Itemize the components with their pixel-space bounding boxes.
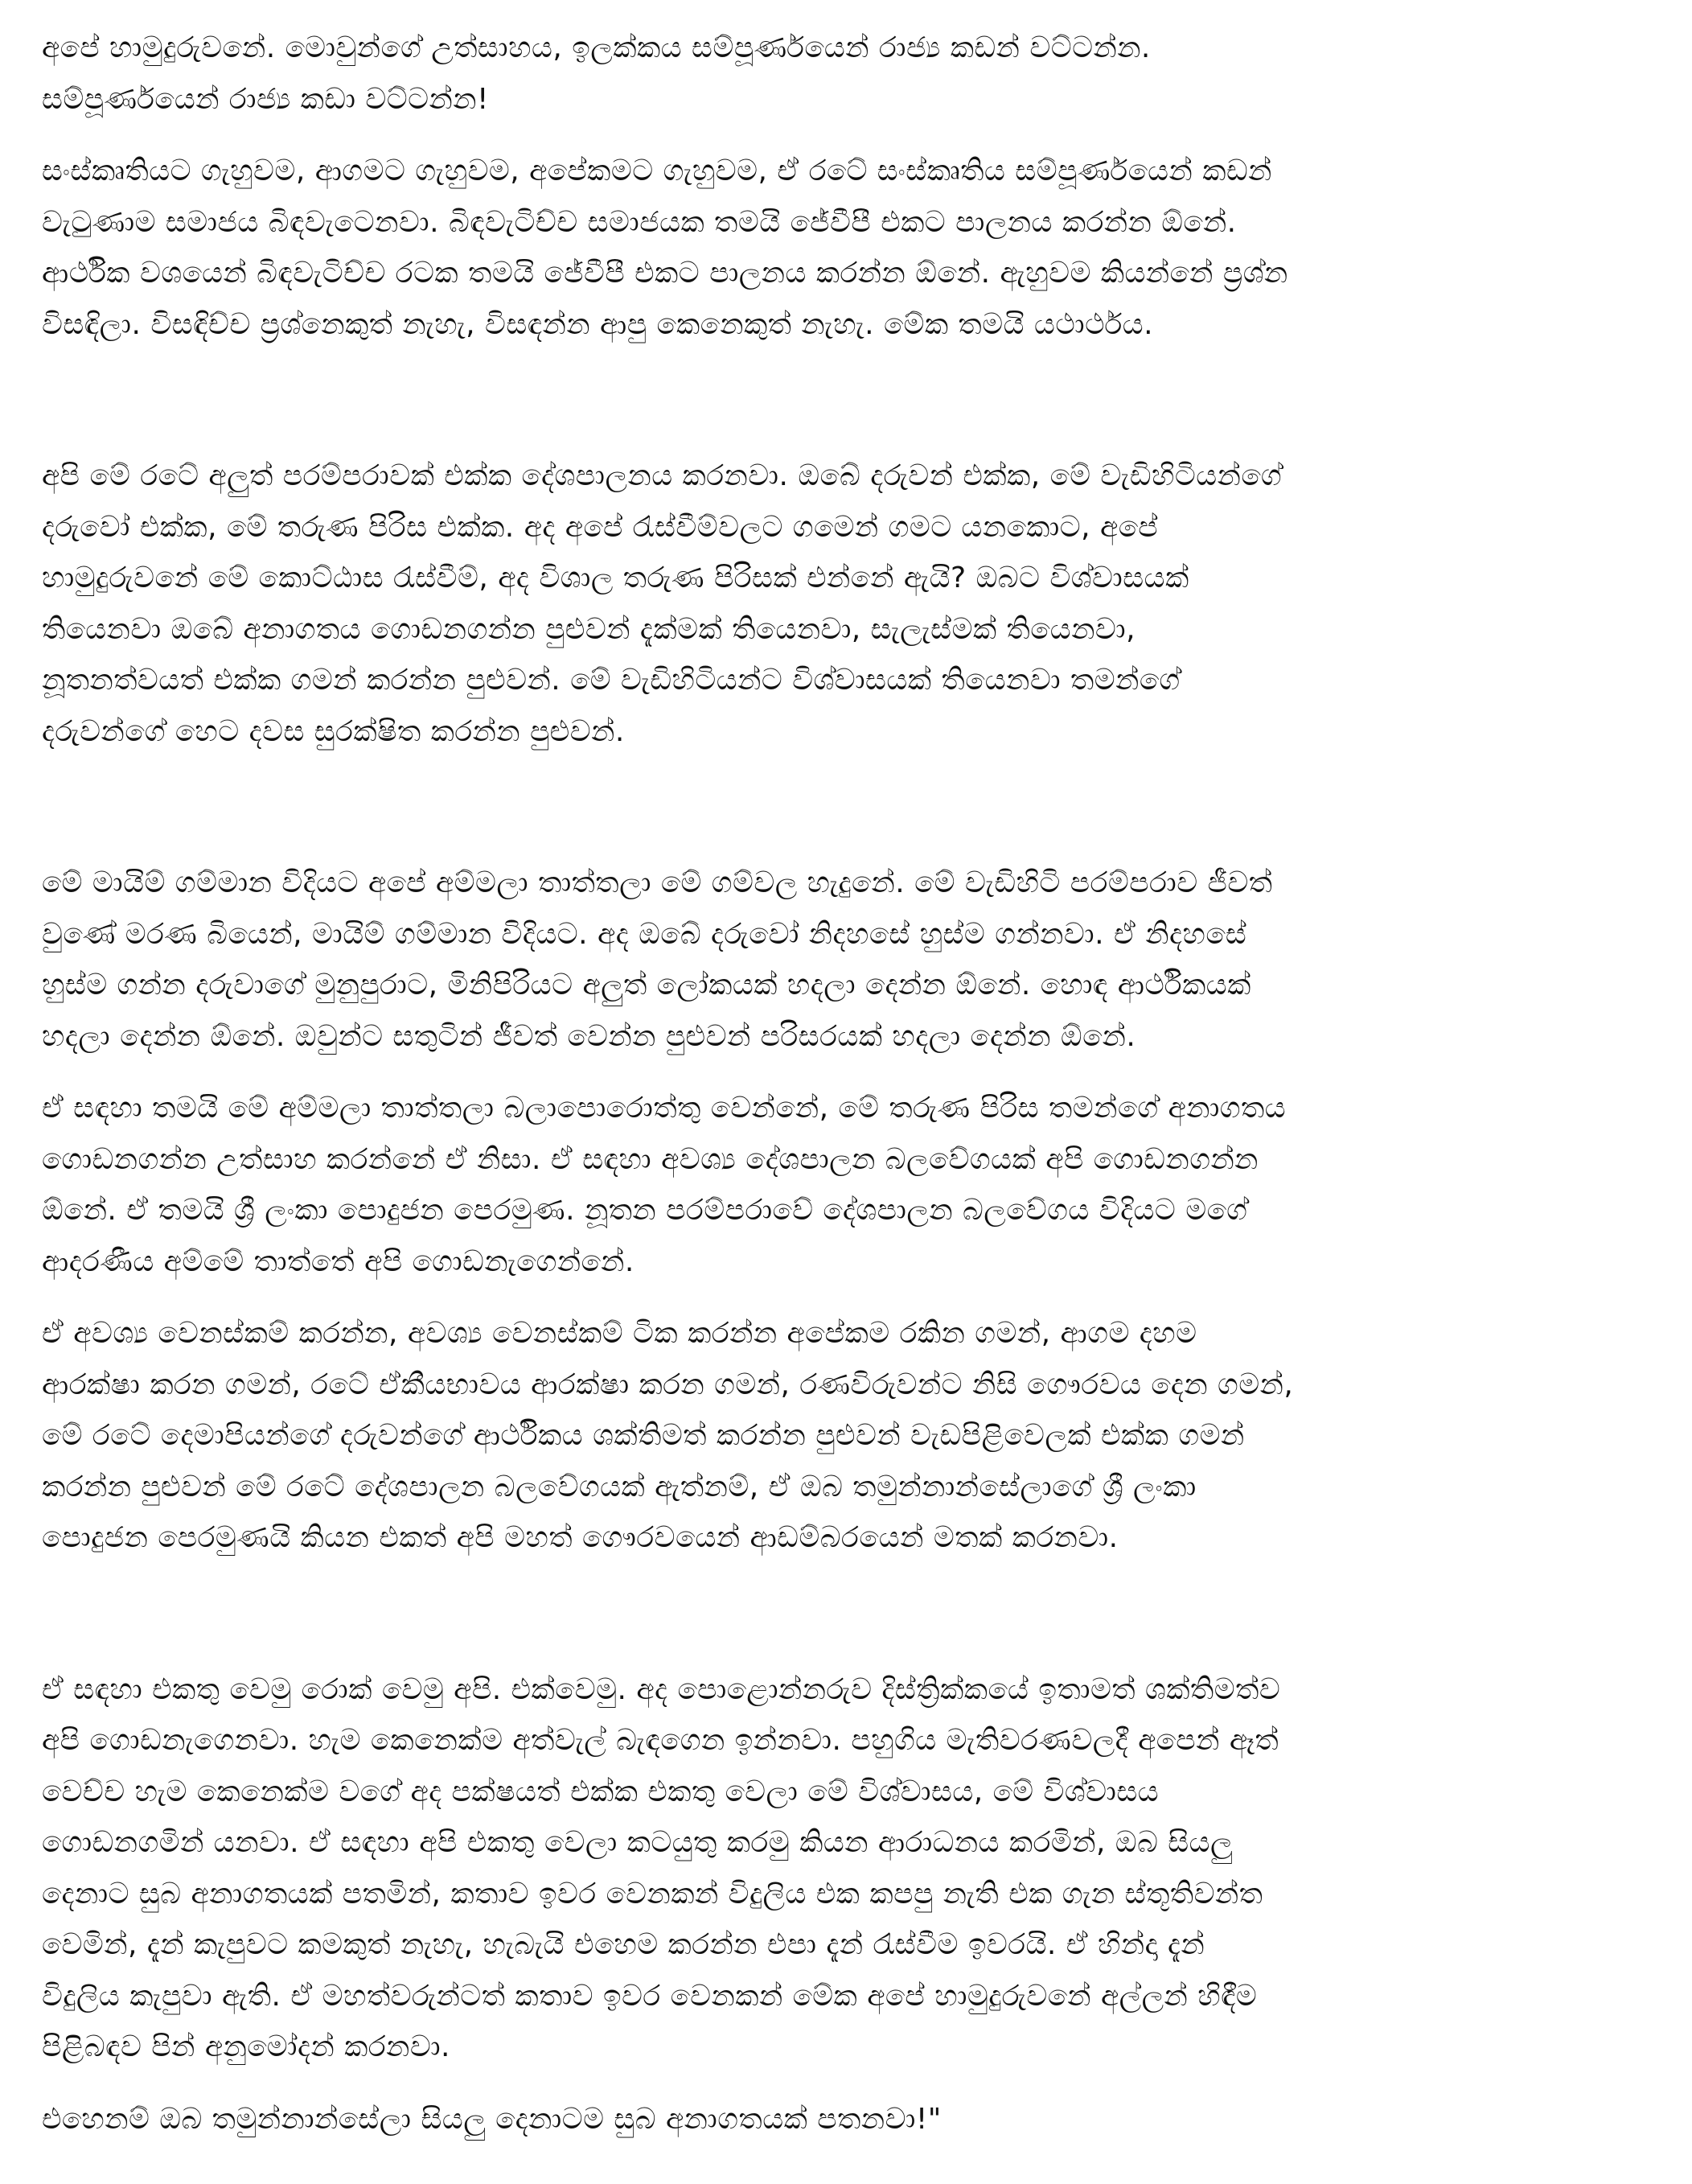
paragraph-2: සංස්කෘතියට ගැහුවම, ආගමට ගැහුවම, අපේකමට ගැහුවම, ඒ රටේ සංස්කෘතිය සම්පූර්ණයෙන් කඩන් වැටුණාම සමාජය බිඳවැටෙනවා. බිඳවැටිච්ච සමාජයක තමයි ජේවීපී එකට පාලනය කරන්න ඕනේ. ආර්ථික වශයෙන් බිඳවැටිච්ච රටක තමයි ජේවීපී එකට පාලනය කරන්න ඕනේ. ඇහුවම කියන්නේ ප්‍රශ්න විසඳිලා. විසඳිච්ච ප්‍රශ්නෙකුත් නැහැ, විසඳන්න ආපු කෙනෙකුත් නැහැ. මේක තමයි යථාර්ථය.: [42, 154, 1288, 341]
paragraph-8: එහෙනම් ඔබ තමුන්නාන්සේලා සියලු දෙනාටම සුබ අනාගතයක් පතනවා!": [42, 2102, 942, 2136]
paragraph-4: මේ මායිම් ගම්මාන විදියට අපේ අම්මලා තාත්තලා මේ ගම්වල හැදුනේ. මේ වැඩිහිටි පරම්පරාව ජීවත් වුණේ මරණ බියෙන්, මායිම් ගම්මාන විදියට. අද ඔබේ දරුවෝ නිදහසේ හුස්ම ගන්නවා. ඒ නිදහසේ හුස්ම ගන්න දරුවාගේ මුනුපුරාට, මිනිපිරියට අලුත් ලෝකයක් හදලා දෙන්න ඕනේ. හොඳ ආර්ථිකයක් හදලා දෙන්න ඕනේ. ඔවුන්ට සතුටින් ජීවත් වෙන්න පුළුවන් පරිසරයක් හදලා දෙන්න ඕනේ.: [42, 866, 1273, 1053]
paragraph-6: ඒ අවශ්‍ය වෙනස්කම් කරන්න, අවශ්‍ය වෙනස්කම් ටික කරන්න අපේකම රකින ගමන්, ආගම දහම ආරක්ෂා කරන ගමන්, රටේ ඒකීයභාවය ආරක්ෂා කරන ගමන්, රණවිරුවන්ට නිසි ගෞරවය දෙන ගමන්, මේ රටේ දෙමාපියන්ගේ දරුවන්ගේ ආර්ථිකය ශක්තිමත් කරන්න පුළුවන් වැඩපිළිවෙලක් එක්ක ගමන් කරන්න පුළුවන් මේ රටේ දේශපාලන බලවේගයක් ඇත්නම්, ඒ ඔබ තමුන්නාන්සේලාගේ ශ්‍රී ලංකා පොදුජන පෙරමුණයි කියන එකත් අපි මහත් ගෞරවයෙන් ආඩම්බරයෙන් මතක් කරනවා.: [42, 1317, 1294, 1554]
paragraph-spacer: [42, 2073, 1618, 2094]
section-spacer: [42, 757, 1618, 858]
paragraph-7: ඒ සඳහා එකතු වෙමු රොක් වෙමු අපි. එක්වෙමු. අද පොළොන්නරුව දිස්ත්‍රික්කයේ ඉතාමත් ශක්තිමත්ව අපි ගොඩනැගෙනවා. හැම කෙනෙක්ම අත්වැල් බැඳගෙන ඉන්නවා. පහුගිය මැතිවරණවලදී අපෙන් ඈත් වෙච්ච හැම කෙනෙක්ම වගේ අද පක්ෂයත් එක්ක එකතු වෙලා මේ විශ්වාසය, මේ විශ්වාසය ගොඩනගමින් යනවා. ඒ සඳහා අපි එකතු වෙලා කටයුතු කරමු කියන ආරාධනය කරමින්, ඔබ සියලු දෙනාට සුබ අනාගතයක් පතමින්, කතාව ඉවර වෙනකන් විදුලිය එක කපපු නැති එක ගැන ස්තූතිවන්ත වෙමින්, දැන් කැපුවට කමකුත් නැහැ, හැබැයි එහෙම කරන්න එපා දැන් රැස්වීම ඉවරයි. ඒ හින්දා දැන් විදුලිය කැපුවා ඇති. ඒ මහත්වරුන්ටත් කතාව ඉවර වෙනකන් මේක අපේ හාමුදුරුවනේ අල්ලන් හිඳීම පිළිබඳව පින් අනුමෝදන් කරනවා.: [42, 1672, 1281, 2063]
section-spacer: [42, 350, 1618, 450]
paragraph-3: අපි මේ රටේ අලුත් පරම්පරාවක් එක්ක දේශපාලනය කරනවා. ඔබේ දරුවන් එක්ක, මේ වැඩිහිටියන්ගේ දරුවෝ එක්ක, මේ තරුණ පිරිස එක්ක. අද අපේ රැස්වීම්වලට ගමෙන් ගමට යනකොට, අපේ හාමුදුරුවනේ මේ කොට්ඨාස රැස්වීම්, අද විශාල තරුණ පිරිසක් එන්නේ ඇයි? ඔබට විශ්වාසයක් තියෙනවා ඔබේ අනාගතය ගොඩනගන්න පුළුවන් දැක්මක් තියෙනවා, සැලැස්මක් තියෙනවා, නූතනත්වයත් එක්ක ගමන් කරන්න පුළුවන්. මේ වැඩිහිටියන්ට විශ්වාසයක් තියෙනවා තමන්ගේ දරුවන්ගේ හෙට දවස සුරක්ෂිත කරන්න පුළුවන්.: [42, 459, 1283, 748]
paragraph-1: අපේ හාමුදුරුවනේ. මොවුන්ගේ උත්සාහය, ඉලක්කය සම්පූර්ණයෙන් රාජ්‍ය කඩන් වට්ටන්න. සම්පූර්ණයෙන් රාජ්‍ය කඩා වට්ටන්න!: [42, 31, 1151, 116]
document-body: [42, 23, 1618, 2145]
paragraph-spacer: [42, 1287, 1618, 1308]
paragraph-spacer: [42, 1062, 1618, 1083]
section-spacer: [42, 1564, 1618, 1664]
paragraph-spacer: [42, 125, 1618, 146]
paragraph-5: ඒ සඳහා තමයි මේ අම්මලා තාත්තලා බලාපොරොත්තු වෙන්නේ, මේ තරුණ පිරිස තමන්ගේ අනාගතය ගොඩනගන්න උත්සාහ කරන්නේ ඒ නිසා. ඒ සඳහා අවශ්‍ය දේශපාලන බලවේගයක් අපි ගොඩනගන්න ඕනේ. ඒ තමයි ශ්‍රී ලංකා පොදුජන පෙරමුණ. නූතන පරම්පරාවේ දේශපාලන බලවේගය විදියට මගේ ආදරණීය අම්මේ තාත්තේ අපි ගොඩනැගෙන්නේ.: [42, 1092, 1287, 1278]
